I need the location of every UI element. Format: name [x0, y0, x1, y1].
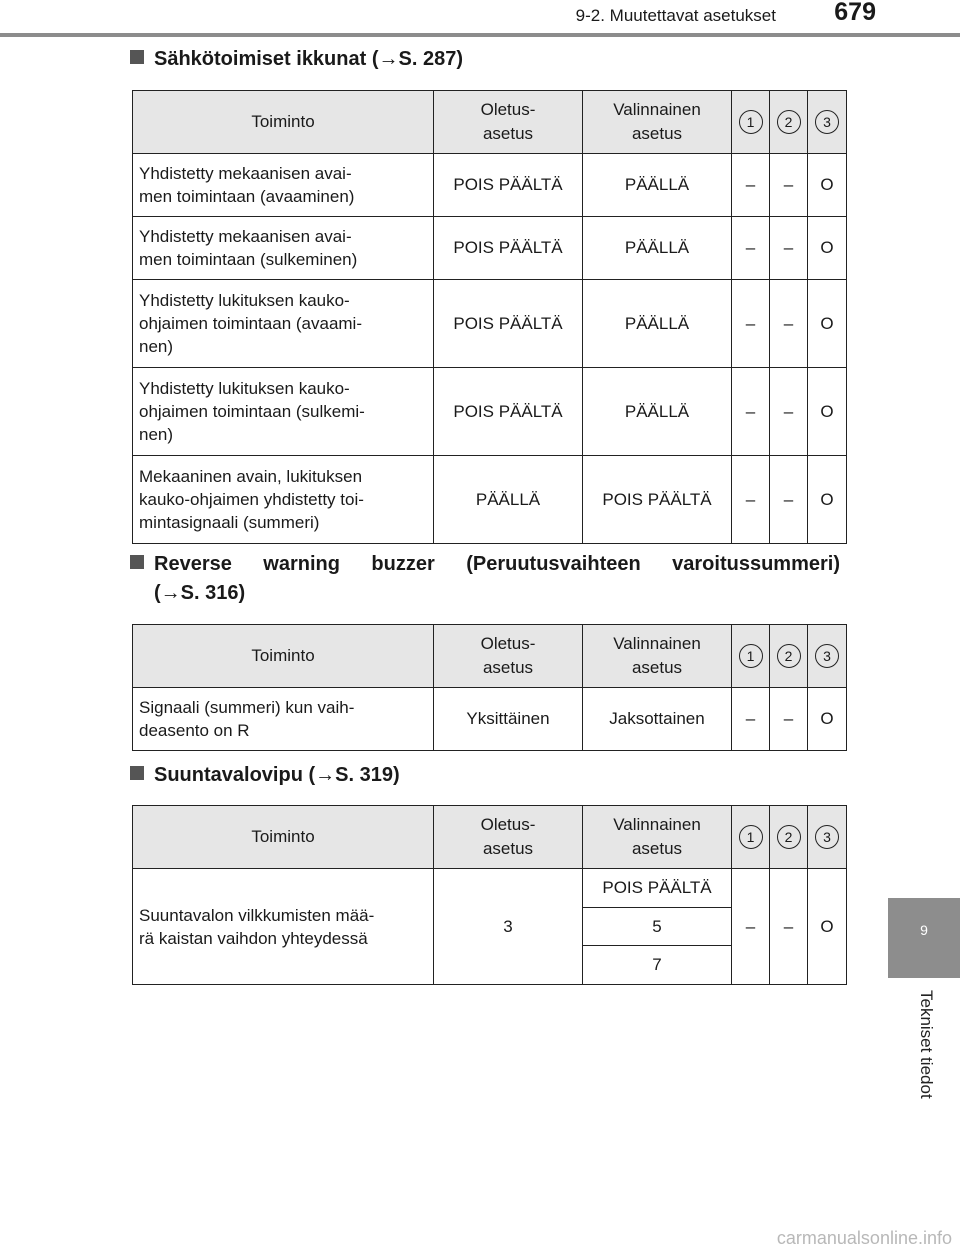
cell-optional: 7 [583, 946, 732, 985]
col-header-function: Toiminto [133, 806, 434, 869]
watermark: carmanualsonline.info [776, 1228, 952, 1248]
col-header-3 [808, 625, 847, 688]
table-header-row [133, 91, 847, 154]
circled-2-icon: 2 [777, 825, 801, 849]
circled-2-icon: 2 [777, 644, 801, 668]
bullet-square-icon [130, 555, 144, 569]
cell-c3: O [808, 688, 847, 751]
cell-c2: – [770, 456, 808, 544]
table-row [133, 688, 847, 751]
cell-c1: – [732, 688, 770, 751]
cell-default: POIS PÄÄLTÄ [434, 154, 583, 217]
cell-default: POIS PÄÄLTÄ [434, 280, 583, 368]
cell-function: Mekaaninen avain, lukituksen kauko-ohjaimen yhdistetty toi- mintasignaali (summeri) [133, 456, 434, 544]
col-header-function: Toiminto [133, 625, 434, 688]
cell-c2: – [770, 217, 808, 280]
cell-default: POIS PÄÄLTÄ [434, 217, 583, 280]
cell-c1: – [732, 368, 770, 456]
table-header-row [133, 806, 847, 869]
chapter-tab [888, 898, 960, 978]
section-heading-line [130, 553, 840, 576]
cell-optional: PÄÄLLÄ [583, 280, 732, 368]
circled-1-icon: 1 [739, 110, 763, 134]
section-heading-turn-signal [130, 764, 400, 787]
heading-word: (Peruutusvaihteen [466, 553, 641, 575]
col-header-optional: Valinnainen asetus [583, 625, 732, 688]
heading-word: warning [263, 553, 340, 575]
cell-function: Yhdistetty lukituksen kauko- ohjaimen toimintaan (sulkemi- nen) [133, 368, 434, 456]
section-heading-ref: (→S. 316) [154, 582, 246, 604]
heading-word: varoitussummeri) [672, 553, 840, 575]
chapter-number: 9 [920, 922, 928, 938]
header-rule [0, 33, 960, 37]
col-header-default: Oletus- asetus [434, 625, 583, 688]
section-title: 9-2. Muutettavat asetukset [575, 6, 776, 25]
col-header-2 [770, 91, 808, 154]
cell-optional: POIS PÄÄLTÄ [583, 869, 732, 908]
cell-c2: – [770, 869, 808, 985]
circled-1-icon: 1 [739, 825, 763, 849]
cell-c3: O [808, 217, 847, 280]
cell-optional: PÄÄLLÄ [583, 154, 732, 217]
cell-default: POIS PÄÄLTÄ [434, 368, 583, 456]
cell-c3: O [808, 368, 847, 456]
cell-c1: – [732, 456, 770, 544]
section-heading-text: Suuntavalovipu (→S. 319) [154, 764, 400, 786]
cell-function: Yhdistetty mekaanisen avai- men toimintaan (avaaminen) [133, 154, 434, 217]
table-row [133, 368, 847, 456]
cell-c3: O [808, 869, 847, 985]
section-heading-reverse-buzzer [130, 553, 840, 605]
section-heading-power-windows [130, 48, 463, 71]
col-header-function: Toiminto [133, 91, 434, 154]
col-header-1 [732, 806, 770, 869]
cell-c1: – [732, 217, 770, 280]
circled-2-icon: 2 [777, 110, 801, 134]
col-header-3 [808, 91, 847, 154]
cell-optional: PÄÄLLÄ [583, 217, 732, 280]
table-header-row [133, 625, 847, 688]
cell-c1: – [732, 280, 770, 368]
cell-default: PÄÄLLÄ [434, 456, 583, 544]
circled-1-icon: 1 [739, 644, 763, 668]
table-row [133, 217, 847, 280]
col-header-2 [770, 625, 808, 688]
table-row [133, 869, 847, 908]
circled-3-icon: 3 [815, 825, 839, 849]
cell-default: Yksittäinen [434, 688, 583, 751]
heading-word: buzzer [371, 553, 435, 575]
page-header [0, 0, 960, 34]
cell-function: Signaali (summeri) kun vaih- deasento on R [133, 688, 434, 751]
cell-optional: POIS PÄÄLTÄ [583, 456, 732, 544]
cell-function: Suuntavalon vilkkumisten mää- rä kaistan vaihdon yhteydessä [133, 869, 434, 985]
col-header-default: Oletus- asetus [434, 91, 583, 154]
heading-word [130, 553, 232, 576]
cell-optional: Jaksottainen [583, 688, 732, 751]
bullet-square-icon [130, 50, 144, 64]
cell-c3: O [808, 456, 847, 544]
table-row [133, 154, 847, 217]
col-header-1 [732, 625, 770, 688]
col-header-optional: Valinnainen asetus [583, 806, 732, 869]
table-row [133, 456, 847, 544]
cell-c2: – [770, 368, 808, 456]
cell-function: Yhdistetty lukituksen kauko- ohjaimen toimintaan (avaami- nen) [133, 280, 434, 368]
circled-3-icon: 3 [815, 644, 839, 668]
section-heading-text: Sähkötoimiset ikkunat (→S. 287) [154, 48, 463, 70]
col-header-optional: Valinnainen asetus [583, 91, 732, 154]
reverse-buzzer-table [132, 624, 847, 751]
page-number: 679 [834, 0, 876, 26]
cell-c1: – [732, 869, 770, 985]
cell-c2: – [770, 280, 808, 368]
turn-signal-table [132, 805, 847, 985]
table-row [133, 280, 847, 368]
col-header-3 [808, 806, 847, 869]
col-header-1 [732, 91, 770, 154]
cell-optional: 5 [583, 908, 732, 946]
chapter-label: Tekniset tiedot [917, 990, 936, 1099]
heading-word-text: Reverse [154, 553, 232, 575]
cell-c1: – [732, 154, 770, 217]
cell-c2: – [770, 154, 808, 217]
cell-optional: PÄÄLLÄ [583, 368, 732, 456]
col-header-default: Oletus- asetus [434, 806, 583, 869]
col-header-2 [770, 806, 808, 869]
cell-c3: O [808, 154, 847, 217]
bullet-square-icon [130, 766, 144, 780]
power-windows-table [132, 90, 847, 544]
cell-default: 3 [434, 869, 583, 985]
cell-c2: – [770, 688, 808, 751]
cell-c3: O [808, 280, 847, 368]
cell-function: Yhdistetty mekaanisen avai- men toimintaan (sulkeminen) [133, 217, 434, 280]
circled-3-icon: 3 [815, 110, 839, 134]
